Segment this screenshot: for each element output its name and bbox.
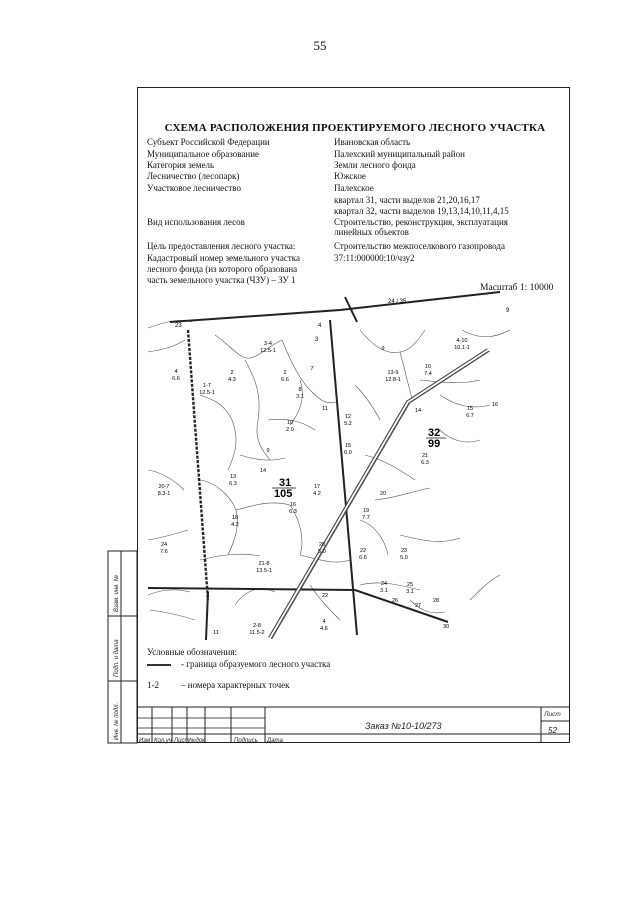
purpose-label: Цель предоставления лесного участка: [147,241,296,251]
svg-text:16: 16 [289,502,297,508]
document-title: СХЕМА РАСПОЛОЖЕНИЯ ПРОЕКТИРУЕМОГО ЛЕСНОГО УЧАСТКА [164,122,546,134]
field-value-forestry: Южское [334,171,366,181]
svg-text:13: 13 [229,474,237,480]
svg-text:24: 24 [160,542,168,548]
svg-text:2: 2 [283,370,287,376]
svg-text:20-7: 20-7 [158,484,170,490]
svg-text:17: 17 [313,484,321,490]
svg-text:15: 15 [344,443,352,449]
stamp-col-label: Изм [139,738,151,744]
svg-text:24: 24 [380,581,388,587]
svg-text:22: 22 [321,593,329,599]
usage-value-2: линейных объектов [334,227,409,237]
svg-text:9: 9 [381,346,385,352]
svg-text:7.7: 7.7 [362,515,370,521]
edge-label: 24 / 35 [388,299,407,305]
quarter-32-number: 32 [428,427,441,439]
cadastral-label-2: лесного фонда (из которого образована [147,264,298,274]
svg-text:6.3: 6.3 [229,481,237,487]
svg-text:3.1: 3.1 [296,394,304,400]
svg-text:6.3: 6.3 [289,509,297,515]
svg-text:2-8: 2-8 [253,623,261,629]
svg-text:14: 14 [414,408,422,414]
svg-text:4.6: 4.6 [320,626,328,632]
field-label-subject: Субъект Российской Федерации [147,137,270,147]
svg-text:2.0: 2.0 [286,427,294,433]
svg-text:6.3: 6.3 [421,460,429,466]
svg-text:18: 18 [231,515,239,521]
svg-text:6.0: 6.0 [344,450,352,456]
stamp-col-label: Лист [174,738,190,744]
svg-text:20: 20 [379,491,387,497]
svg-text:4.2: 4.2 [313,491,321,497]
svg-text:8.3-1: 8.3-1 [157,491,171,497]
quarter-31-number: 31 [279,477,292,489]
side-stamp-label: Инв. № подл. [114,702,120,740]
quarter-32-line: квартал 32, части выделов 19,13,14,10,11,4,15 [334,206,509,216]
field-value-land-category: Земли лесного фонда [334,160,416,170]
field-label-forestry: Лесничество (лесопарк) [147,171,240,181]
svg-text:4.3: 4.3 [228,377,236,383]
svg-text:21: 21 [421,453,429,459]
svg-text:27: 27 [414,603,422,609]
svg-text:12.8-1: 12.8-1 [385,377,401,383]
svg-text:4.2: 4.2 [231,522,239,528]
edge-label: 23 [175,323,182,329]
svg-text:22: 22 [359,548,367,554]
svg-text:3-4: 3-4 [264,341,272,347]
map-scale: Масштаб 1: 10000 [480,283,554,293]
cadastral-label-1: Кадастровый номер земельного участка [147,253,300,263]
legend-points-text: – номера характерных точек [181,680,290,690]
svg-text:28: 28 [432,598,440,604]
svg-text:11.5-2: 11.5-2 [249,630,265,636]
svg-text:5.0: 5.0 [318,549,326,555]
svg-text:2: 2 [230,370,234,376]
svg-text:14: 14 [259,468,267,474]
field-label-municipality: Муниципальное образование [147,149,260,159]
order-number: Заказ №10-10/273 [365,721,442,731]
svg-text:12: 12 [344,414,352,420]
svg-text:21-8: 21-8 [258,561,270,567]
page-number: 55 [313,38,327,53]
usage-label: Вид использования лесов [147,217,245,227]
svg-text:15: 15 [466,406,474,412]
svg-text:13.5-1: 13.5-1 [256,568,272,574]
legend-header: Условные обозначения: [147,647,238,657]
svg-text:8: 8 [298,387,302,393]
edge-label: 9 [506,308,510,314]
svg-text:7.4: 7.4 [424,371,432,377]
svg-text:13-9: 13-9 [387,370,399,376]
purpose-value: Строительство межпоселкового газопровода [334,241,505,251]
quarter-32-area: 99 [428,438,441,450]
stamp-col-label: Дата [267,738,283,744]
svg-text:23: 23 [400,548,408,554]
svg-text:10.1-1: 10.1-1 [454,345,470,351]
svg-text:20: 20 [318,542,326,548]
side-stamp-label: Взам. инв. № [114,574,120,612]
svg-text:7: 7 [310,366,314,372]
svg-text:30: 30 [442,624,450,630]
svg-text:25: 25 [406,582,414,588]
svg-text:1-7: 1-7 [203,383,211,389]
svg-text:7.6: 7.6 [160,549,168,555]
side-stamp-label: Подп. и дата [114,639,120,677]
svg-text:4: 4 [174,369,178,375]
field-value-district-forestry: Палехское [334,183,374,193]
svg-text:6.7: 6.7 [466,413,474,419]
svg-text:4: 4 [322,619,326,625]
sheet-label: Лист [544,711,561,718]
cadastral-value: 37:11:000000:10/чзу2 [334,253,415,263]
svg-text:6.6: 6.6 [281,377,289,383]
svg-text:11: 11 [322,406,328,412]
field-label-district-forestry: Участковое лесничество [147,183,241,193]
legend-boundary-text: - граница образуемого лесного участка [181,659,331,669]
svg-text:6.6: 6.6 [172,376,180,382]
field-value-municipality: Палехский муниципальный район [334,149,465,159]
svg-text:12.5-1: 12.5-1 [199,390,215,396]
usage-value-1: Строительство, реконструкция, эксплуатация [334,217,508,227]
svg-text:10: 10 [424,364,432,370]
svg-text:11: 11 [213,630,219,636]
svg-text:9: 9 [266,448,270,454]
svg-text:16: 16 [491,402,499,408]
svg-text:19: 19 [362,508,370,514]
svg-text:5.2: 5.2 [344,421,352,427]
stamp-col-label: №док [189,738,205,744]
field-label-land-category: Категория земель [147,160,215,170]
stamp-col-label: Кол.уч [154,738,172,744]
field-value-subject: Ивановская область [334,137,411,147]
edge-label: 4 [318,323,322,329]
quarter-31-area: 105 [274,488,293,500]
quarter-31-line: квартал 31, части выделов 21,20,16,17 [334,195,480,205]
svg-text:3.1: 3.1 [380,588,388,594]
svg-text:3.1: 3.1 [406,589,414,595]
svg-text:12.5-1: 12.5-1 [260,348,276,354]
legend-points-key: 1-2 [147,680,159,690]
cadastral-label-3: часть земельного участка (ЧЗУ) – ЗУ 1 [147,275,296,285]
edge-label: 3 [315,337,319,343]
stamp-col-label: Подпись [234,738,258,744]
svg-text:5.0: 5.0 [400,555,408,561]
sheet-number: 52 [548,726,557,735]
svg-text:6.6: 6.6 [359,555,367,561]
svg-text:10: 10 [286,420,294,426]
svg-text:26: 26 [391,598,399,604]
svg-text:4-10: 4-10 [456,338,468,344]
